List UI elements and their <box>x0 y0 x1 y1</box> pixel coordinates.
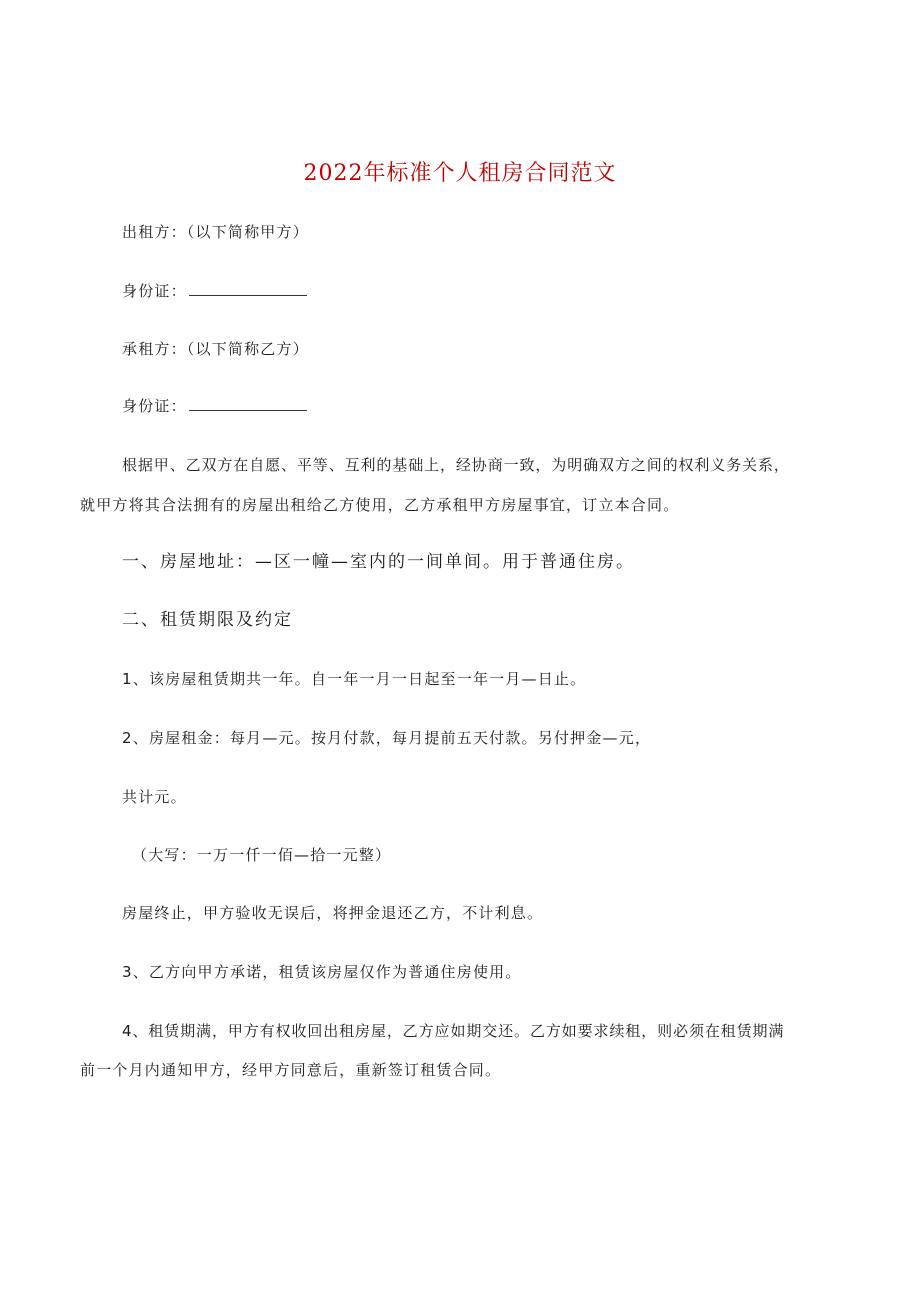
lessee-line: 承租方：（以下简称乙方） <box>122 340 309 358</box>
document-title: 2022年标准个人租房合同范文 <box>303 161 617 186</box>
clause-2-total: 共计元。 <box>122 788 187 806</box>
section-2-heading: 二、租赁期限及约定 <box>122 610 293 630</box>
clause-2-deposit-refund: 房屋终止，甲方验收无误后，将押金退还乙方，不计利息。 <box>122 904 544 922</box>
clause-4-line-1: 4、租赁期满，甲方有权收回出租房屋，乙方应如期交还。乙方如要求续租，则必须在租赁期满 <box>122 1022 785 1040</box>
lessor-id-label: 身份证： <box>122 282 187 300</box>
clause-2: 2、房屋租金：每月—元。按月付款，每月提前五天付款。另付押金—元， <box>122 729 652 747</box>
lessee-id-blank <box>189 396 307 411</box>
intro-paragraph-line-2: 就甲方将其合法拥有的房屋出租给乙方使用，乙方承租甲方房屋事宜，订立本合同。 <box>80 496 680 514</box>
clause-1: 1、该房屋租赁期共一年。自一年一月一日起至一年一月—日止。 <box>122 670 587 688</box>
clause-3: 3、乙方向甲方承诺，租赁该房屋仅作为普通住房使用。 <box>122 963 522 981</box>
clause-4-line-2: 前一个月内通知甲方，经甲方同意后，重新签订租赁合同。 <box>80 1061 502 1079</box>
lessor-id-blank <box>189 281 307 296</box>
section-1-heading: 一、房屋地址：—区一幢—室内的一间单间。用于普通住房。 <box>122 552 635 572</box>
lessor-line: 出租方：（以下简称甲方） <box>122 223 309 241</box>
lessee-id-line <box>122 396 307 416</box>
intro-paragraph-line-1: 根据甲、乙双方在自愿、平等、互利的基础上，经协商一致，为明确双方之间的权利义务关系， <box>122 456 790 474</box>
lessee-id-label: 身份证： <box>122 397 187 415</box>
clause-2-capital-amount: （大写：一万一仟一佰—拾一元整） <box>132 846 392 864</box>
lessor-id-line <box>122 281 307 301</box>
